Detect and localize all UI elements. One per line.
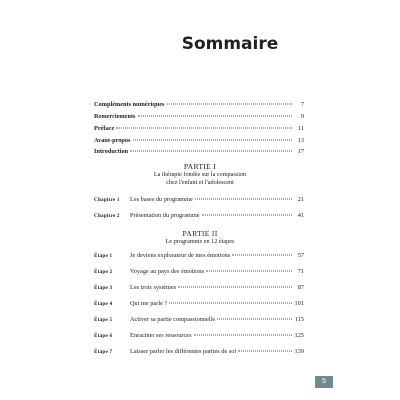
toc-entry xyxy=(94,113,304,120)
toc-entry xyxy=(94,348,304,355)
toc-entry-page: 125 xyxy=(294,332,304,339)
toc-entry-label: Compléments numériques xyxy=(94,101,165,108)
toc-entry-page: 11 xyxy=(297,125,304,132)
toc-entry xyxy=(94,284,304,291)
leader-dots xyxy=(206,271,292,272)
step-prefix: Étape 4 xyxy=(94,301,113,307)
toc-entry-page: 17 xyxy=(297,148,304,155)
toc-entry-page: 7 xyxy=(300,101,304,108)
leader-dots xyxy=(232,255,292,256)
leader-dots xyxy=(195,199,292,200)
part-subtitle: chez l'enfant et l'adolescent xyxy=(166,179,234,186)
leader-dots xyxy=(202,215,292,216)
page-title: Sommaire xyxy=(181,34,279,54)
leader-dots xyxy=(138,116,293,117)
toc-entry xyxy=(94,196,304,203)
toc-entry xyxy=(94,316,304,323)
leader-dots xyxy=(178,287,292,288)
toc-entry-page: 9 xyxy=(300,113,304,120)
leader-dots xyxy=(169,303,292,304)
chapter-prefix: Chapitre 2 xyxy=(94,213,120,219)
leader-dots xyxy=(133,140,292,141)
toc-entry-label: Les trois systèmes xyxy=(130,284,177,291)
toc-entry xyxy=(94,101,304,108)
leader-dots xyxy=(217,319,292,320)
step-prefix: Étape 6 xyxy=(94,333,113,339)
toc-entry-label: Introduction xyxy=(94,148,129,155)
toc-entry-label: Remerciements xyxy=(94,113,136,120)
toc-entry-page: 21 xyxy=(297,196,304,203)
toc-entry-page: 87 xyxy=(297,284,304,291)
step-prefix: Étape 1 xyxy=(94,253,113,259)
toc-entry-label: Présentation du programme xyxy=(130,212,200,219)
toc-entry-label: Les bases du programme xyxy=(130,196,193,203)
leader-dots xyxy=(167,104,293,105)
toc-entry xyxy=(94,252,304,259)
part-heading xyxy=(95,229,305,246)
toc-entry-page: 57 xyxy=(297,252,304,259)
part-title: PARTIE I xyxy=(183,162,217,171)
part-subtitle: Le programme en 12 étapes xyxy=(165,238,235,245)
part-title: PARTIE II xyxy=(182,229,218,238)
toc-entry-label: Avant-propos xyxy=(94,137,131,144)
toc-entry xyxy=(94,212,304,219)
toc-entry xyxy=(94,148,304,155)
toc-entry-page: 115 xyxy=(294,316,304,323)
toc-entry-label: Laisser parler les différentes parties de soi xyxy=(130,348,237,355)
step-prefix: Étape 3 xyxy=(94,285,113,291)
step-prefix: Étape 2 xyxy=(94,269,113,275)
toc-entry-label: Préface xyxy=(94,125,115,132)
toc-entry xyxy=(94,137,304,144)
toc-entry-page: 139 xyxy=(294,348,304,355)
chapter-prefix: Chapitre 1 xyxy=(94,197,120,203)
toc-entry-label: Qui me parle ? xyxy=(130,300,168,307)
toc-entry-label: Enraciner ses ressources xyxy=(130,332,192,339)
step-prefix: Étape 7 xyxy=(94,349,113,355)
toc-entry xyxy=(94,268,304,275)
toc-entry xyxy=(94,125,304,132)
toc-entry-label: Voyage au pays des émotions xyxy=(130,268,205,275)
leader-dots xyxy=(194,335,292,336)
part-heading xyxy=(95,162,305,187)
toc-entry-page: 71 xyxy=(297,268,304,275)
toc-entry xyxy=(94,332,304,339)
toc-entry-label: Je deviens explorateur de mes émotions xyxy=(130,252,231,259)
page-number-badge: 5 xyxy=(315,376,333,388)
leader-dots xyxy=(130,151,292,152)
part-subtitle: La thérapie fondée sur la compassion xyxy=(153,171,247,178)
leader-dots xyxy=(238,351,292,352)
leader-dots xyxy=(116,128,292,129)
toc-entry xyxy=(94,300,304,307)
toc-entry-page: 101 xyxy=(294,300,304,307)
toc-entry-page: 41 xyxy=(297,212,304,219)
toc-entry-page: 13 xyxy=(297,137,304,144)
toc-entry-label: Activer sa partie compassionnelle xyxy=(130,316,216,323)
step-prefix: Étape 5 xyxy=(94,317,113,323)
